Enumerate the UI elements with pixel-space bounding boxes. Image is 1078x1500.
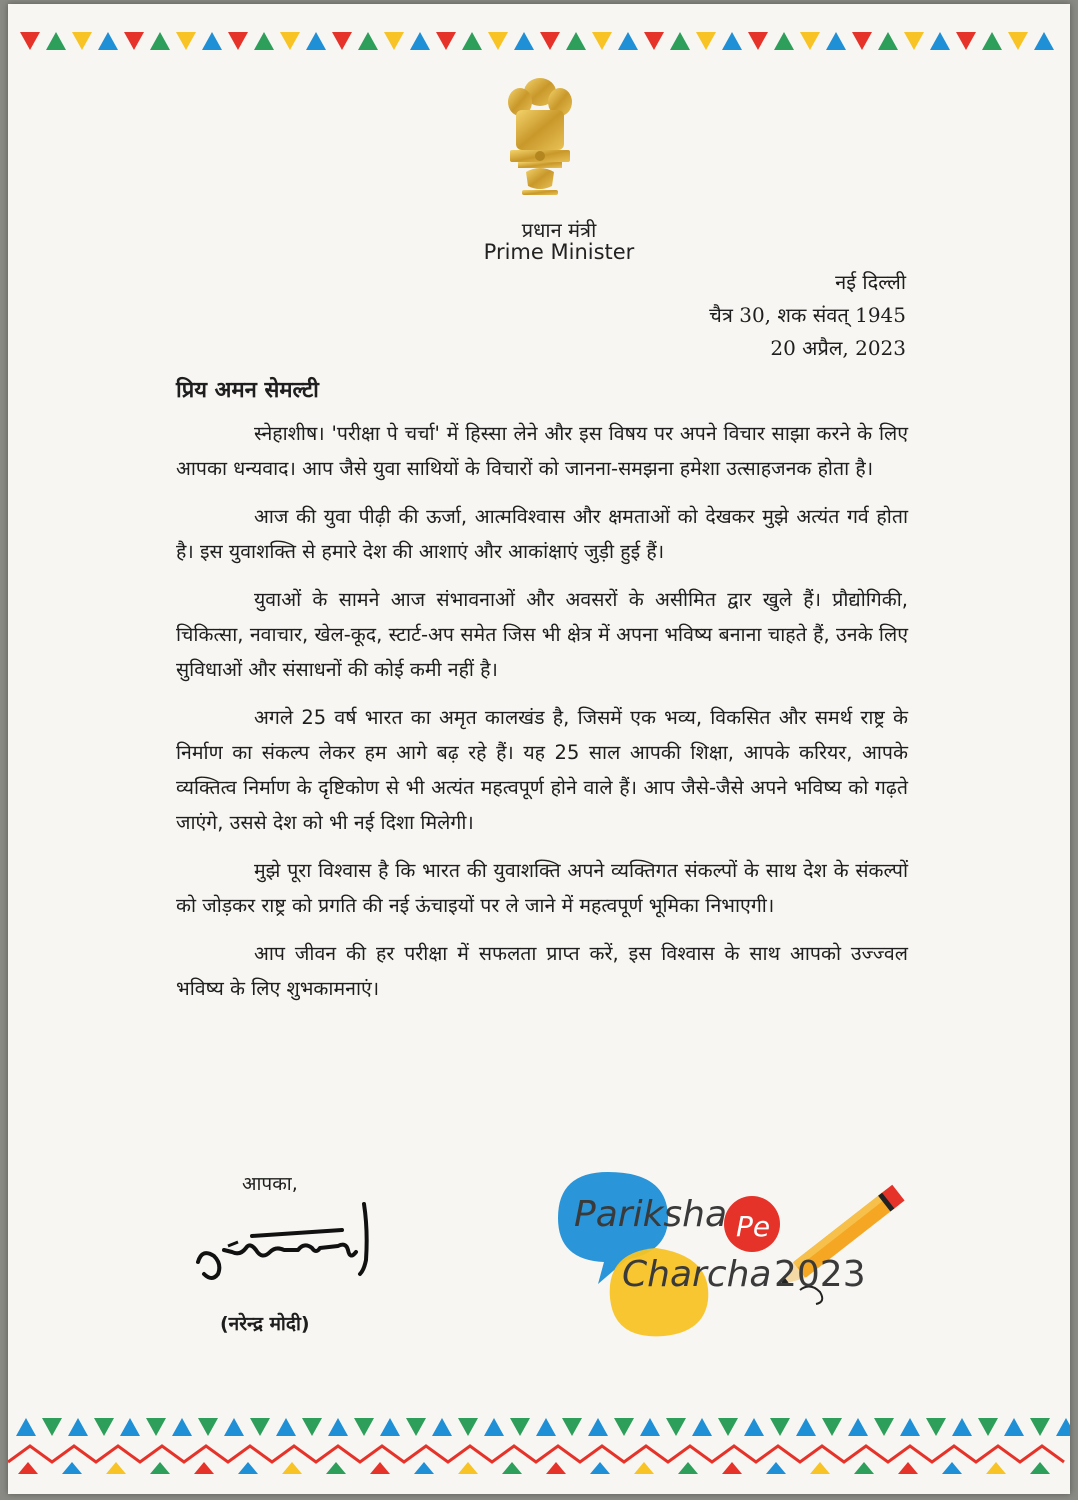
- border-triangle: [670, 32, 690, 50]
- border-triangle: [172, 1418, 192, 1436]
- border-triangle: [276, 1418, 296, 1436]
- logo-word-pariksha: Pariksha: [574, 1194, 728, 1235]
- border-triangle: [982, 32, 1002, 50]
- border-triangle: [250, 1418, 270, 1436]
- paragraph: स्नेहाशीष। 'परीक्षा पे चर्चा' में हिस्सा लेने और इस विषय पर अपने विचार साझा करने के लिए आपका धन्यवाद। आप जैसे युवा साथियों के विचारों को जानना-समझना हमेशा उत्साहजनक होता है।: [176, 422, 908, 480]
- border-triangle: [484, 1418, 504, 1436]
- border-triangle: [766, 1462, 786, 1474]
- national-emblem-icon: [496, 74, 584, 204]
- border-triangle: [592, 32, 612, 50]
- border-triangle: [848, 1418, 868, 1436]
- office-title-english: Prime Minister: [483, 240, 635, 264]
- dateline: [709, 266, 906, 365]
- handwritten-signature: [188, 1190, 388, 1290]
- border-triangle: [800, 32, 820, 50]
- border-triangle: [370, 1462, 390, 1474]
- letter-body: [176, 416, 908, 1019]
- decorative-border-top: [8, 22, 1070, 62]
- border-triangle: [306, 32, 326, 50]
- border-triangle: [20, 32, 40, 50]
- border-triangle: [644, 32, 664, 50]
- border-triangle: [410, 32, 430, 50]
- border-triangle: [432, 1418, 452, 1436]
- border-triangle: [904, 32, 924, 50]
- border-triangle: [436, 32, 456, 50]
- border-triangle: [618, 32, 638, 50]
- border-triangle: [634, 1462, 654, 1474]
- border-triangle: [666, 1418, 686, 1436]
- border-triangle: [1056, 1418, 1070, 1436]
- border-triangle: [826, 32, 846, 50]
- border-triangle: [384, 32, 404, 50]
- border-triangle: [358, 32, 378, 50]
- border-triangle: [332, 32, 352, 50]
- border-triangle: [18, 1462, 38, 1474]
- border-triangle: [748, 32, 768, 50]
- border-triangle: [326, 1462, 346, 1474]
- border-triangle: [692, 1418, 712, 1436]
- paragraph: आप जीवन की हर परीक्षा में सफलता प्राप्त करें, इस विश्वास के साथ आपको उज्ज्वल भविष्य के लिए शुभकामनाएं।: [176, 942, 908, 1000]
- logo-year: 2023: [774, 1254, 866, 1295]
- border-triangle: [796, 1418, 816, 1436]
- border-triangle: [458, 1462, 478, 1474]
- border-triangle: [224, 1418, 244, 1436]
- border-triangle: [822, 1418, 842, 1436]
- border-triangle: [414, 1462, 434, 1474]
- border-triangle: [590, 1462, 610, 1474]
- border-triangle: [986, 1462, 1006, 1474]
- border-triangle: [458, 1418, 478, 1436]
- border-triangle: [150, 1462, 170, 1474]
- border-triangle: [502, 1462, 522, 1474]
- border-triangle: [406, 1418, 426, 1436]
- border-triangle: [810, 1462, 830, 1474]
- border-triangle: [898, 1462, 918, 1474]
- border-triangle: [42, 1418, 62, 1436]
- paragraph: अगले 25 वर्ष भारत का अमृत कालखंड है, जिसमें एक भव्य, विकसित और समर्थ राष्ट्र के निर्माण का संकल्प लेकर हम आगे बढ़ रहे हैं। यह 25 साल आपकी शिक्षा, आपके करियर, आपके व्यक्तित्व निर्माण के दृष्टिकोण से भी अत्यंत महत्वपूर्ण होने वाले हैं। आप जैसे-जैसे अपने भविष्य को गढ़ते जाएंगे, उससे देश को भी नई दिशा मिलेगी।: [176, 706, 908, 834]
- border-triangle: [462, 32, 482, 50]
- dateline-place: नई दिल्ली: [835, 270, 906, 294]
- border-triangle: [978, 1418, 998, 1436]
- border-triangle: [328, 1418, 348, 1436]
- paragraph: युवाओं के सामने आज संभावनाओं और अवसरों के असीमित द्वार खुले हैं। प्रौद्योगिकी, चिकित्सा, नवाचार, खेल-कूद, स्टार्ट-अप समेत जिस भी क्षेत्र में अपना भविष्य बनाना चाहते हैं, उनके लिए सुविधाओं और संसाधनों की कोई कमी नहीं है।: [176, 588, 908, 681]
- border-triangle: [678, 1462, 698, 1474]
- letter-page: [8, 4, 1070, 1494]
- border-triangle: [282, 1462, 302, 1474]
- border-triangle: [874, 1418, 894, 1436]
- border-triangle: [722, 1462, 742, 1474]
- border-triangle: [254, 32, 274, 50]
- logo-word-charcha: Charcha: [622, 1254, 772, 1295]
- border-triangle: [354, 1418, 374, 1436]
- border-triangle: [1034, 32, 1054, 50]
- border-triangle: [1030, 1462, 1050, 1474]
- border-triangle: [380, 1418, 400, 1436]
- border-triangle: [1030, 1418, 1050, 1436]
- border-triangle: [72, 32, 92, 50]
- dateline-gregorian-date: 20 अप्रैल, 2023: [770, 336, 906, 360]
- pariksha-pe-charcha-logo: [548, 1152, 908, 1342]
- border-triangle: [774, 32, 794, 50]
- border-triangle: [46, 32, 66, 50]
- border-zigzag: [8, 1446, 1064, 1462]
- border-triangle: [722, 32, 742, 50]
- border-triangle: [488, 32, 508, 50]
- border-triangle: [744, 1418, 764, 1436]
- border-triangle: [98, 32, 118, 50]
- border-triangle: [194, 1462, 214, 1474]
- border-triangle: [956, 32, 976, 50]
- signatory-name: (नरेन्द्र मोदी): [220, 1313, 310, 1335]
- border-triangle: [514, 32, 534, 50]
- border-triangle: [280, 32, 300, 50]
- closing: आपका,: [242, 1173, 298, 1195]
- border-triangle: [540, 32, 560, 50]
- border-triangle: [588, 1418, 608, 1436]
- border-triangle: [120, 1418, 140, 1436]
- border-triangle: [94, 1418, 114, 1436]
- border-triangle: [202, 32, 222, 50]
- border-triangle: [536, 1418, 556, 1436]
- border-triangle: [942, 1462, 962, 1474]
- border-triangle: [562, 1418, 582, 1436]
- border-triangle: [852, 32, 872, 50]
- decorative-border-bottom: [8, 1412, 1070, 1492]
- border-triangle: [68, 1418, 88, 1436]
- logo-word-pe: Pe: [736, 1210, 771, 1243]
- border-triangle: [124, 32, 144, 50]
- border-triangle: [228, 32, 248, 50]
- border-triangle: [510, 1418, 530, 1436]
- border-triangle: [770, 1418, 790, 1436]
- border-triangle: [926, 1418, 946, 1436]
- border-triangle: [106, 1462, 126, 1474]
- border-triangle: [546, 1462, 566, 1474]
- border-triangle: [854, 1462, 874, 1474]
- border-triangle: [952, 1418, 972, 1436]
- border-triangle: [614, 1418, 634, 1436]
- border-triangle: [1008, 32, 1028, 50]
- salutation: प्रिय अमन सेमल्टी: [176, 378, 319, 403]
- border-triangle: [718, 1418, 738, 1436]
- paragraph: मुझे पूरा विश्वास है कि भारत की युवाशक्ति अपने व्यक्तिगत संकल्पों के साथ देश के संकल्पों को जोड़कर राष्ट्र को प्रगति की नई ऊंचाइयों पर ले जाने में महत्वपूर्ण भूमिका निभाएगी।: [176, 859, 908, 917]
- border-triangle: [1004, 1418, 1024, 1436]
- border-triangle: [198, 1418, 218, 1436]
- border-triangle: [696, 32, 716, 50]
- paragraph: आज की युवा पीढ़ी की ऊर्जा, आत्मविश्वास और क्षमताओं को देखकर मुझे अत्यंत गर्व होता है। इस युवाशक्ति से हमारे देश की आशाएं और आकांक्षाएं जुड़ी हुई हैं।: [176, 505, 908, 563]
- border-triangle: [238, 1462, 258, 1474]
- office-title-hindi: प्रधान मंत्री: [521, 218, 597, 242]
- border-triangle: [566, 32, 586, 50]
- border-triangle: [62, 1462, 82, 1474]
- border-triangle: [878, 32, 898, 50]
- border-triangle: [900, 1418, 920, 1436]
- border-triangle: [176, 32, 196, 50]
- dateline-saka-date: चैत्र 30, शक संवत् 1945: [709, 303, 906, 327]
- border-triangle: [302, 1418, 322, 1436]
- border-triangle: [146, 1418, 166, 1436]
- border-triangle: [640, 1418, 660, 1436]
- border-triangle: [150, 32, 170, 50]
- border-triangle: [930, 32, 950, 50]
- border-triangle: [16, 1418, 36, 1436]
